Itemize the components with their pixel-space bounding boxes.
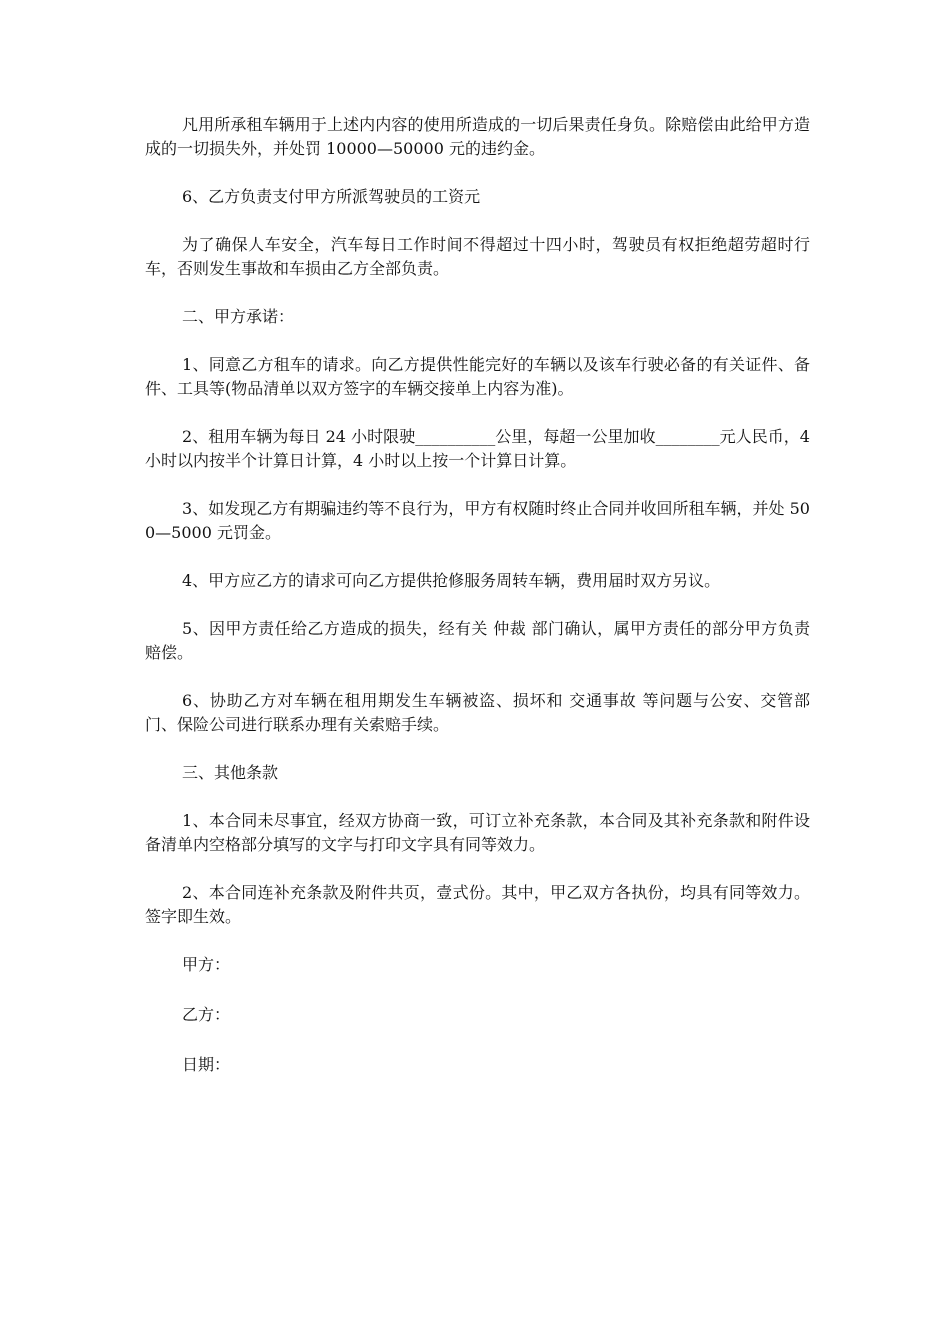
clause-a-3: 3、如发现乙方有期骗违约等不良行为，甲方有权随时终止合同并收回所租车辆，并处 500—5000 元罚金。 (145, 499, 810, 542)
clause-liability-penalty: 凡用所承租车辆用于上述内内容的使用所造成的一切后果责任身负。除赔偿由此给甲方造成的一切损失外，并处罚 10000—50000 元的违约金。 (145, 115, 810, 158)
clause-a-5: 5、因甲方责任给乙方造成的损失，经有关 仲裁 部门确认，属甲方责任的部分甲方负责赔偿。 (145, 619, 810, 662)
clause-a-4: 4、甲方应乙方的请求可向乙方提供抢修服务周转车辆，费用届时双方另议。 (182, 571, 721, 590)
clause-other-1: 1、本合同未尽事宜，经双方协商一致，可订立补充条款，本合同及其补充条款和附件设备清单内空格部分填写的文字与打印文字具有同等效力。 (145, 811, 810, 854)
section-heading-other-terms: 三、其他条款 (182, 763, 279, 782)
clause-work-hours: 为了确保人车安全，汽车每日工作时间不得超过十四小时，驾驶员有权拒绝超劳超时行车，否则发生事故和车损由乙方全部负责。 (145, 235, 810, 278)
clause-other-2: 2、本合同连补充条款及附件共页，壹式份。其中，甲乙双方各执份，均具有同等效力。签字即生效。 (145, 883, 810, 926)
signature-party-b: 乙方： (182, 1005, 231, 1024)
clause-driver-salary: 6、乙方负责支付甲方所派驾驶员的工资元 (182, 187, 481, 206)
signature-party-a: 甲方： (182, 955, 231, 974)
clause-a-1: 1、同意乙方租车的请求。向乙方提供性能完好的车辆以及该车行驶必备的有关证件、备件、工具等(物品清单以双方签字的车辆交接单上内容为准)。 (145, 355, 810, 398)
contract-body (145, 113, 810, 1103)
clause-a-2: 2、租用车辆为每日 24 小时限驶__________公里，每超一公里加收________元人民币，4 小时以内按半个计算日计算，4 小时以上按一个计算日计算。 (145, 427, 810, 470)
section-heading-party-a: 二、甲方承诺： (182, 307, 295, 326)
clause-a-6: 6、协助乙方对车辆在租用期发生车辆被盗、损坏和 交通事故 等问题与公安、交管部门、保险公司进行联系办理有关索赔手续。 (145, 691, 810, 734)
signature-date: 日期： (182, 1055, 231, 1074)
